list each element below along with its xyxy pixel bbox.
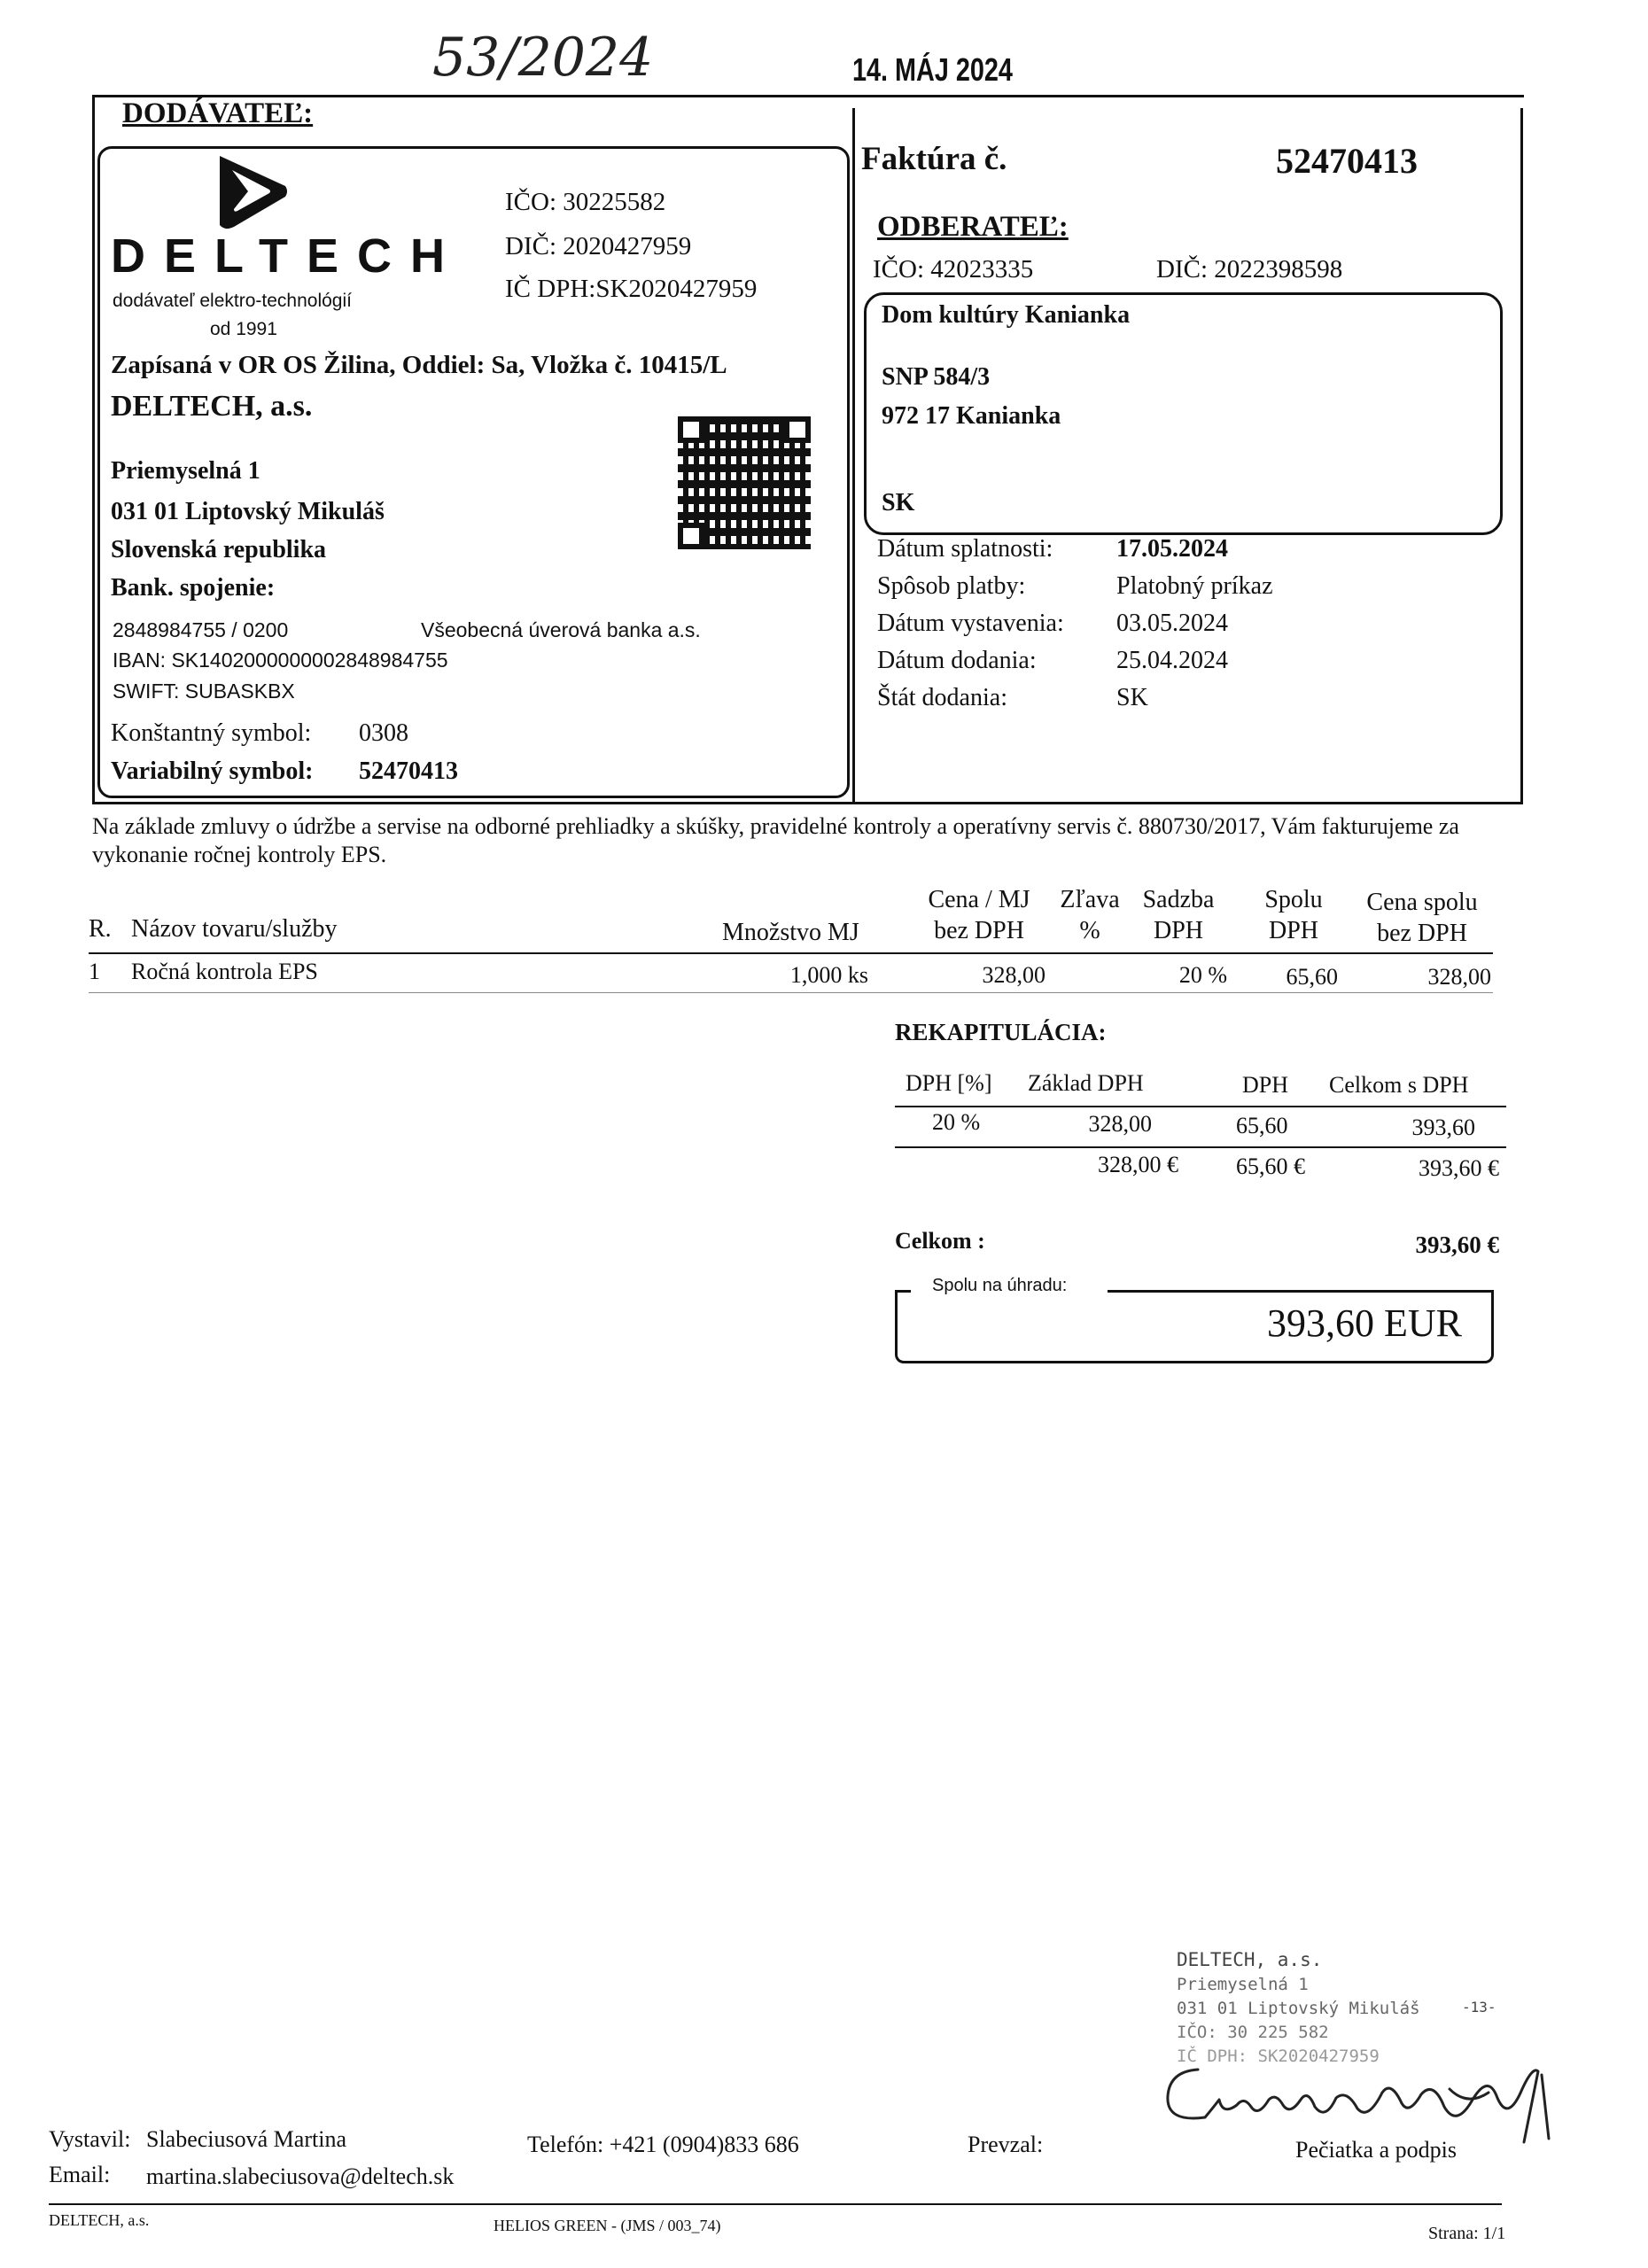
- col-header-price-1: Cena / MJ: [928, 886, 1030, 913]
- due-date-value: 17.05.2024: [1116, 535, 1228, 563]
- customer-country: SK: [882, 489, 915, 517]
- recap-total: 393,60: [1411, 1115, 1475, 1140]
- page-number: Strana: 1/1: [1428, 2224, 1506, 2243]
- supplier-dic: DIČ: 2020427959: [505, 232, 692, 260]
- recap-header-total: Celkom s DPH: [1329, 1072, 1469, 1098]
- recap-title: REKAPITULÁCIA:: [895, 1019, 1107, 1045]
- recap-base: 328,00: [1088, 1111, 1152, 1137]
- total-label: Celkom :: [895, 1228, 985, 1254]
- delivery-country-label: Štát dodania:: [877, 684, 1007, 711]
- amount-due-value: 393,60 EUR: [1267, 1301, 1462, 1345]
- col-header-total-2: bez DPH: [1377, 920, 1467, 947]
- invoice-number: 52470413: [1276, 141, 1418, 181]
- issued-by-name: Slabeciusová Martina: [146, 2126, 346, 2152]
- customer-ico: IČO: 42023335: [873, 255, 1034, 284]
- issued-by-label: Vystavil:: [49, 2126, 131, 2152]
- payment-method-value: Platobný príkaz: [1116, 572, 1273, 600]
- logo-name: DELTECH: [111, 229, 463, 283]
- supplier-company: DELTECH, a.s.: [111, 390, 313, 423]
- registration-number-handwritten: 53/2024: [432, 27, 654, 89]
- col-header-total-1: Cena spolu: [1366, 889, 1478, 916]
- const-symbol-label: Konštantný symbol:: [111, 719, 312, 747]
- payment-method-label: Spôsob platby:: [877, 572, 1026, 600]
- delivery-date-label: Dátum dodania:: [877, 647, 1037, 674]
- col-header-vat-2: DPH: [1268, 917, 1318, 944]
- stamp-line-4: IČO: 30 225 582: [1177, 2023, 1329, 2042]
- var-symbol-label: Variabilný symbol:: [111, 757, 314, 785]
- supplier-country: Slovenská republika: [111, 536, 327, 563]
- intro-line-2: vykonanie ročnej kontroly EPS.: [92, 842, 387, 867]
- recap-header-vat: DPH: [1242, 1072, 1289, 1098]
- col-header-vat-1: Spolu: [1264, 886, 1323, 913]
- var-symbol-value: 52470413: [359, 757, 458, 785]
- supplier-register: Zapísaná v OR OS Žilina, Oddiel: Sa, Vložka č. 10415/L: [111, 351, 727, 379]
- customer-name: Dom kultúry Kanianka: [882, 301, 1131, 329]
- customer-city: 972 17 Kanianka: [882, 402, 1061, 430]
- footer-company: DELTECH, a.s.: [49, 2211, 150, 2229]
- supplier-ico: IČO: 30225582: [505, 188, 666, 216]
- bank-account: 2848984755 / 0200: [113, 618, 289, 641]
- recap-vat: 65,60: [1236, 1113, 1288, 1138]
- total-value: 393,60 €: [1415, 1231, 1499, 1258]
- stamp-mark: -13-: [1462, 1999, 1496, 2016]
- item-price: 328,00: [982, 962, 1046, 988]
- recap-sum-base: 328,00 €: [1098, 1152, 1178, 1177]
- deltech-logo-icon: [211, 151, 291, 232]
- footer-software: HELIOS GREEN - (JMS / 003_74): [494, 2217, 721, 2234]
- col-header-name: Názov tovaru/služby: [131, 915, 338, 943]
- recap-header-base: Základ DPH: [1028, 1070, 1144, 1096]
- col-header-discount-2: %: [1079, 917, 1100, 944]
- item-total: 328,00: [1427, 964, 1491, 990]
- delivery-date-value: 25.04.2024: [1116, 647, 1228, 674]
- bank-label: Bank. spojenie:: [111, 574, 276, 602]
- recap-header-rate: DPH [%]: [906, 1070, 992, 1096]
- delivery-country-value: SK: [1116, 684, 1148, 711]
- amount-due-label: Spolu na úhradu:: [932, 1276, 1068, 1295]
- stamp-line-1: DELTECH, a.s.: [1177, 1949, 1323, 1970]
- item-r: 1: [89, 959, 100, 984]
- item-vat: 65,60: [1286, 964, 1338, 990]
- invoice-label: Faktúra č.: [861, 141, 1007, 177]
- col-header-rate-1: Sadzba: [1142, 886, 1215, 913]
- recap-rate: 20 %: [932, 1109, 981, 1135]
- email-label: Email:: [49, 2162, 111, 2187]
- email-value: martina.slabeciusova@deltech.sk: [146, 2163, 455, 2189]
- phone: Telefón: +421 (0904)833 686: [527, 2132, 799, 2157]
- col-header-qty: Množstvo MJ: [722, 919, 859, 946]
- stamp-line-5: IČ DPH: SK2020427959: [1177, 2047, 1380, 2066]
- logo-since: od 1991: [210, 319, 277, 339]
- bank-name: Všeobecná úverová banka a.s.: [421, 618, 701, 641]
- issue-date-label: Dátum vystavenia:: [877, 610, 1064, 637]
- customer-dic: DIČ: 2022398598: [1156, 255, 1343, 284]
- logo-tagline: dodávateľ elektro-technológií: [113, 291, 352, 311]
- recap-sum-vat: 65,60 €: [1236, 1153, 1305, 1179]
- supplier-ic-dph: IČ DPH:SK2020427959: [505, 275, 758, 303]
- recap-sum-total: 393,60 €: [1419, 1155, 1499, 1181]
- customer-street: SNP 584/3: [882, 363, 991, 391]
- col-header-r: R.: [89, 915, 112, 943]
- col-header-price-2: bez DPH: [934, 917, 1024, 944]
- stamp-line-2: Priemyselná 1: [1177, 1975, 1309, 1994]
- item-rate: 20 %: [1178, 962, 1227, 988]
- received-label: Prevzal:: [968, 2132, 1044, 2157]
- col-header-rate-2: DPH: [1153, 917, 1203, 944]
- bank-swift: SWIFT: SUBASKBX: [113, 680, 295, 703]
- supplier-city: 031 01 Liptovský Mikuláš: [111, 498, 385, 525]
- const-symbol-value: 0308: [359, 719, 408, 747]
- bank-iban: IBAN: SK1402000000002848984755: [113, 649, 448, 672]
- due-date-label: Dátum splatnosti:: [877, 535, 1053, 563]
- intro-line-1: Na základe zmluvy o údržbe a servise na odborné prehliadky a skúšky, pravidelné kontroly a operatívny servis č. 880730/2017, Vám fakturujeme za: [92, 813, 1459, 839]
- customer-heading: ODBERATEĽ:: [877, 211, 1069, 243]
- issue-date-value: 03.05.2024: [1116, 610, 1228, 637]
- stamp-line-3: 031 01 Liptovský Mikuláš: [1177, 1999, 1420, 2018]
- supplier-heading: DODÁVATEĽ:: [122, 97, 314, 129]
- item-name: Ročná kontrola EPS: [131, 959, 318, 984]
- item-qty: 1,000 ks: [789, 962, 868, 988]
- signature-label: Pečiatka a podpis: [1295, 2137, 1457, 2163]
- received-date-stamp: 14. MÁJ 2024: [852, 51, 1013, 88]
- supplier-street: Priemyselná 1: [111, 457, 260, 485]
- col-header-discount-1: Zľava: [1060, 886, 1120, 913]
